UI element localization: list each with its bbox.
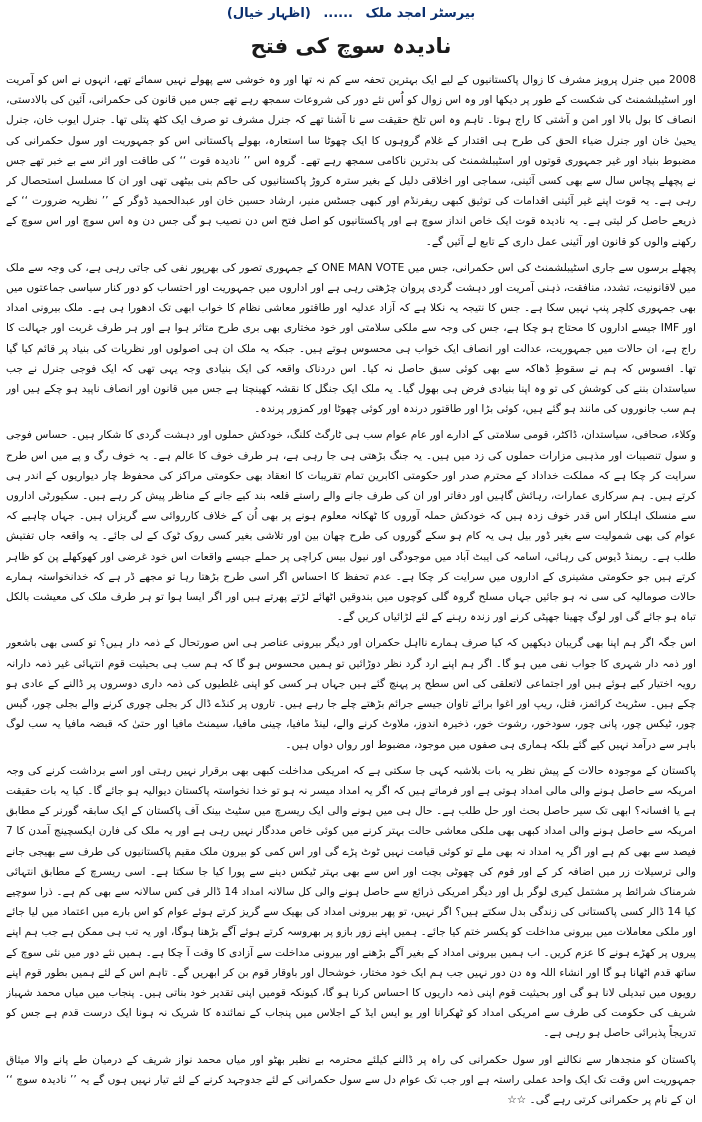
article-paragraph-1: 2008 میں جنرل پرویز مشرف کا زوال پاکستانیوں کے لیے ایک بہترین تحفہ سے کم نہ تھا اور وہ خوشی سے پھولے نہیں سمائے تھے، انہوں نے اس کو آمریت اور اسٹیبلشمنٹ کی شکست کے طور پر دیکھا اور وہ اس زوال کو اُس نئے دور کی شروعات سمجھ رہے تھے جس میں قانون کی حکمرانی، آئین کی بالادستی، انصاف کا بول بالا اور امن و آشتی کا راج ہوتا۔ تاہم وہ اس تلخ حقیقت سے نا آشنا تھے کہ جنرل مشرف تو صرف ایک کٹھ پتلی تھا۔ جنرل ایوب خان، جنرل یحییٰ خان اور جنرل ضیاء الحق کی طرح ہی اقتدار کے غلام گروہوں کا ایک چھوٹا سا استعارہ، بھولے پاکستانی اس کو جمہوریت اور سول حکمرانی کی مضبوط بنیاد اور غیر جمہوری قوتوں اور اسٹیبلشمنٹ کی بدترین ناکامی سمجھ رہے تھے۔ گروہ اس ’’ نادیدہ قوت ‘‘ کی طاقت اور اثر سے بے خبر تھے جس نے پچھلے پچاس سال سے بھی کسی آئینی، سماجی اور اخلاقی دلیل کے بغیر سترہ کروڑ پاکستانیوں کی حاکم بنی بیٹھی تھی اور ان کا مسلسل استحصال کر رہی ہے۔ یہ قوت اپنے غیر آئینی اقدامات کی توثیق کبھی ریفرنڈم اور کبھی جسٹس منیر، ارشاد حسین خان اور عبدالحمید ڈوگر کے ’’ نظریہ ضرورت ‘‘ کے ذریعے حاصل کر لیتی ہے۔ یہ نادیدہ قوت ایک خاص انداز سوچ ہے اور پاکستانیوں کو اصل فتح اس دن نصیب ہو گی جس دن وہ اس سوچ اور اس سوچ کے رکھنے والوں کو قانون اور آئینی عمل داری کے تابع لے آئیں گے۔ xyxy=(6,74,696,248)
article-paragraph-6: پاکستان کو منجدھار سے نکالنے اور سول حکمرانی کی راہ پر ڈالنے کیلئے محترمہ بے نظیر بھٹو اور میاں محمد نواز شریف کے درمیان طے پانے والا میثاق جمہوریت اس وقت تک ایک واحد عملی راستہ ہے اور جب تک عوام دل سے سول حکمرانی کے لئے جدوجہد کرنے کے لئے تیار نہیں ہوں گے یہ ’’ نادیدہ سوچ ‘‘ ان کے نام پر حکمرانی کرتی رہے گی۔ ☆☆ xyxy=(6,1053,696,1106)
byline xyxy=(6,4,696,24)
article-paragraph-3: وکلاء، صحافی، سیاستدان، ڈاکٹر، قومی سلامتی کے ادارے اور عام عوام سب ہی ٹارگٹ کلنگ، خودکش حملوں اور دہشت گردی کا شکار ہیں۔ حساس فوجی و سول تنصیبات اور مذہبی مزارات حملوں کی زد میں ہیں۔ یہ جنگ بڑھتی ہی جا رہی ہے، ہر طرف خوف کا عالم ہے۔ یہ خوف رگ و پے میں اس طرح سرایت کر چکا ہے کہ مملکت خداداد کے محترم صدر اور حکومتی اکابرین تمام تقریبات کا انعقاد بھی حکومتی مراکز کی محفوظ چار دیواریوں کے اندر ہی کرتے ہیں۔ ہم سرکاری عمارات، رہائش گاہیں اور دفاتر اور ان کی طرف جانے والے راستے قلعہ بند کیے جانے کے مناظر پیش کر رہے ہیں۔ سکیورٹی اداروں سے منسلک اہلکار اس قدر خوف زدہ ہیں کہ خودکش حملہ آوروں کا ٹھکانہ معلوم ہونے پر بھی اُن کے خلاف کارروائی سے گریزاں ہیں۔ جہاں چاہیے کہ عوام کی بھی شمولیت سے بغیر ڈور بیل ہی یہ کام ہو سکے گوروں کی طرح چھان بین اور تلاشی بغیر کسی روک ٹوک کے لی جائے۔ یہ واقعہ جاں تفتیش طلب ہے۔ ریمنڈ ڈیوس کی رہائی، اسامہ کی ایبٹ آباد میں موجودگی اور نیول بیس کراچی پر حملے جیسے واقعات اس خود غرضی اور کھوکھلے پن کو ظاہر کرتے ہیں جو حکومتی مشینری کے اداروں میں سرایت کر چکا ہے۔ عدم تحفظ کا احساس اگر اسی طرح بڑھتا رہا تو مجھے ڈر ہے کہ خدانخواستہ ہمارے حالات صومالیہ کی سی نہ ہو جائیں جہاں مسلح گروہ گلی کوچوں میں بندوقیں اٹھائے لڑتے پھرتے ہیں اور اگر ایسا ہوا تو ہر طرف ملک کی معیشت بالکل تباہ ہو جائے گی اور لوگ چھینا جھپٹی کرنے اور زندہ رہنے کے لئے لڑائیاں کریں گے۔ xyxy=(6,429,696,624)
author-name: بیرسٹر امجد ملک xyxy=(365,6,476,21)
byline-separator: ...... xyxy=(323,6,353,21)
article-paragraph-5: پاکستان کے موجودہ حالات کے پیش نظر یہ بات بلاشبہ کہی جا سکتی ہے کہ امریکی مداخلت کبھی بھی برقرار نہیں رہتی اور اسے برداشت کرنے کی وجہ امریکہ سے حاصل ہونے والی مالی امداد ہوتی ہے اور فرماتے ہیں کہ اگر یہ امداد میسر نہ ہو تو خدا نخواستہ پاکستان دیوالیہ ہو جائے گا۔ کیا یہ بات حقیقت ہے یا افسانہ؟ ابھی تک سیر حاصل بحث اور حل طلب ہے۔ حال ہی میں ہونے والی ایک ریسرچ میں سٹیٹ بینک آف پاکستان کے ایک سابقہ گورنر کے مطابق امریکہ سے حاصل ہونے والی امداد کبھی بھی ملکی معاشی حالت بہتر کرنے میں کوئی خاص مددگار نہیں رہی ہے اور یہ ملک کی فارن ایکسچینج آمدن کا 7 فیصد سے بھی کم ہے اور اگر یہ امداد نہ بھی ملے تو کوئی قیامت نہیں ٹوٹ پڑے گی اور اس کمی کو بیرون ملک مقیم پاکستانیوں کی طرف سے بھیجی جانے والی ترسیلات زر میں اضافہ کر کے اور قوم کی چھوٹی بچت اور اس سے بھی بہتر ٹیکس دینے سے پورا کیا جا سکتا ہے۔ اسی ریسرچ کے مطابق انتہائی شرمناک شرائط پر مشتمل کیری لوگر بل اور دیگر امریکی ذرائع سے حاصل ہونے والی کل سالانہ امداد 14 ڈالر فی کس سالانہ سے بھی کم ہے۔ ذرا سوچیے کیا 14 ڈالر کسی پاکستانی کی زندگی بدل سکتے ہیں؟ اگر نہیں، تو پھر بیرونی امداد کی بھیک سے گریز کرتے ہوئے عوام کو اس بارے میں اعتماد میں لیا جائے اور ملکی معاملات میں بیرونی مداخلت کو یکسر ختم کیا جائے۔ ہمیں اپنے زور بازو پر بھروسہ کرتے ہوئے آگے بڑھنا ہوگا، اور یہ تب ہی ممکن ہے جب ہم اپنے پیروں پر کھڑے ہونے کا عزم کریں۔ اب ہمیں بیرونی امداد کے بغیر آگے بڑھنے اور بیرونی مداخلت سے آزادی کا وقت آ چکا ہے۔ ہمیں نئے دور میں نئی سوچ کے ساتھ قدم اٹھانا ہو گا اور انشاء اللہ وہ دن دور نہیں جب ہم ایک خود مختار، خوشحال اور باوقار قوم بن کر ابھریں گے۔ تاہم اس کے لئے ہمیں بطور قوم اپنے رویوں میں تبدیلی لانا ہو گی اور بحیثیت قوم اپنی ذمہ داریوں کا احساس کرنا ہو گا، کیونکہ قومیں اپنی تقدیر خود بناتی ہیں۔ پنجاب میں میاں محمد شہباز شریف کی حکومت کی طرف سے امریکی امداد کو ٹھکرانا اور یو ایس ایڈ کے اجلاس میں پنجاب کے نمائندہ کا شریک نہ ہونا ایک درست قدم ہے جس کو تدریجاً پذیرائی حاصل ہو رہی ہے۔ xyxy=(6,764,696,1040)
article-title: نادیدہ سوچ کی فتح xyxy=(250,34,452,58)
article-paragraph-2: پچھلے برسوں سے جاری اسٹیبلشمنٹ کی اس حکمرانی، جس میں ONE MAN VOTE کے جمہوری تصور کی بھرپور نفی کی جاتی رہی ہے، کی وجہ سے ملک میں لاقانونیت، تشدد، منافقت، ذہنی آمریت اور دہشت گردی پروان چڑھتی رہی ہے اور اداروں میں جمہوریت اور احتساب کو دور کنار سیاسی جماعتوں میں بھی جمہوری کلچر پنپ نہیں سکا ہے۔ جس کا نتیجہ یہ نکلا ہے کہ آزاد عدلیہ اور طاقتور معاشی نظام کا خواب ابھی تک ادھورا ہی ہے۔ ملک بیرونی امداد اور IMF جیسے اداروں کا محتاج ہو چکا ہے، جس کی وجہ سے ملکی سلامتی اور خود مختاری بھی بری طرح متاثر ہوا ہے اور ہر طرف غربت اور جہالت کا راج ہے، ان حالات میں جمہوریت، عدالت اور انصاف ایک خواب ہی محسوس ہوتے ہیں۔ جبکہ یہ ملک ان ہی اصولوں اور نظریات کی بنیاد پر قائم کیا گیا تھا۔ افسوس کہ ہم نے سقوطِ ڈھاکہ سے بھی کوئی سبق حاصل نہ کیا۔ اس دردناک واقعہ کی ایک بنیادی وجہ یہی تھی کہ ایک فوجی جنرل نے جب سیاستدان بننے کی کوشش کی تو وہ اپنا بنیادی فرض ہی بھول گیا۔ یہ ملک ایک جنگل کا نقشہ کھینچتا ہے جس میں قانون اور انصاف ناپید ہو چکے ہیں اور ہم سب جانوروں کی مانند ہو گئے ہیں، کوئی بڑا اور طاقتور درندہ اور کوئی چھوٹا اور کمزور پرندہ۔ xyxy=(6,261,696,416)
article-paragraph-4: اس جگہ اگر ہم اپنا بھی گریبان دیکھیں کہ کیا صرف ہمارے نااہل حکمران اور دیگر بیرونی عناصر ہی اس صورتحال کے ذمہ دار ہیں؟ تو کسی بھی باشعور اور ذمہ دار شہری کا جواب نفی میں ہو گا۔ اگر ہم اپنے ارد گرد نظر دوڑائیں تو ہمیں محسوس ہو گا کہ ہم سب ہی بحیثیت قوم انتہائی غیر ذمہ دارانہ رویہ اختیار کیے ہوئے ہیں اور اجتماعی لاتعلقی کی اس سطح پر پہنچ گئے ہیں جہاں ہر کسی کو اپنی غلطیوں کی ذمہ داری دوسروں پر ڈالنے کے عادی ہو چکے ہیں۔ سٹریٹ کرائمز، قتل، ریپ اور اغوا برائے تاوان جیسے جرائم بڑھتے چلے جا رہے ہیں۔ تاروں پر کنڈے ڈال کر بجلی چوری کرنے والے بجلی چور، گیس چور، ٹیکس چور، پانی چور، سودخور، رشوت خور، ذخیرہ اندوز، ملاوٹ کرنے والے، لینڈ مافیا، چینی مافیا، سیمنٹ مافیا اور حتیٰ کہ قبضہ مافیا یہ سب لوگ باہر سے درآمد نہیں کیے گئے بلکہ ہماری ہی صفوں میں موجود، مضبوط اور رواں دواں ہیں۔ xyxy=(6,637,696,751)
column-label: (اظہار خیال) xyxy=(226,6,311,21)
article-page xyxy=(6,4,696,1118)
